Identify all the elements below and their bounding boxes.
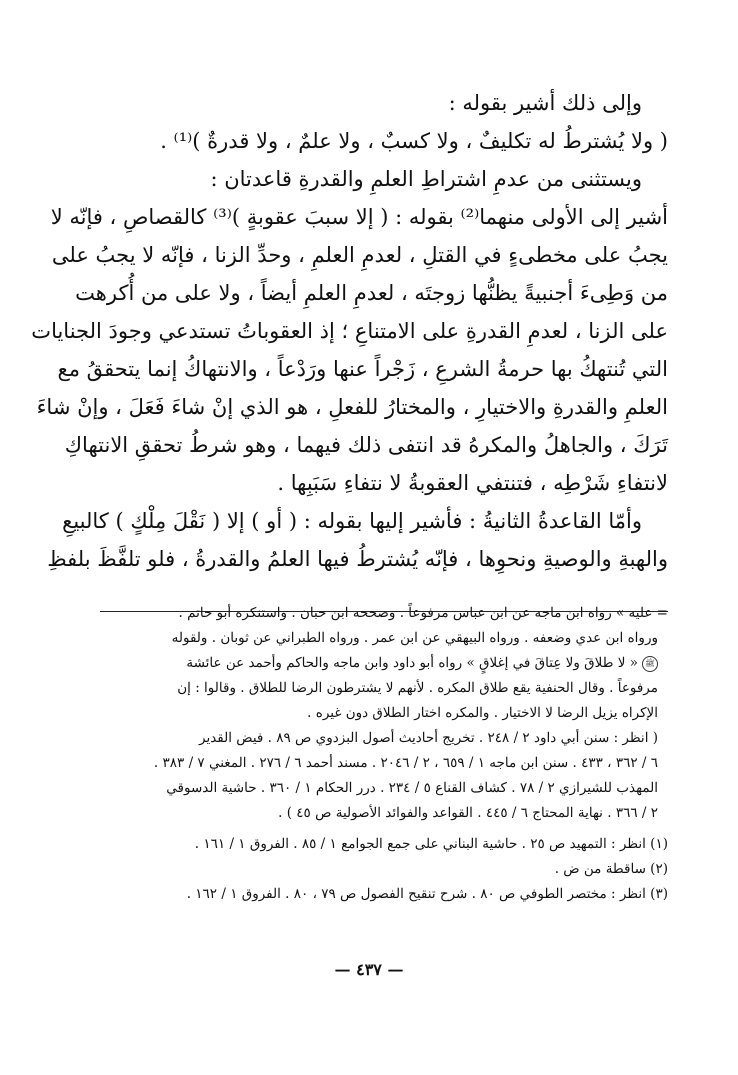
text-line: يجبُ على مخطىءٍ في القتلِ ، لعدمِ العلمِ ، وحدِّ الزنا ، فإنّه لا يجبُ على bbox=[51, 243, 668, 267]
text-line: لانتفاءِ شَرْطِه ، فتنتفي العقوبةُ لا نتفاءِ سَبَبِها . bbox=[277, 471, 668, 495]
footnote-line: ٦ / ٣٦٢ ، ٤٣٣ . سنن ابن ماجه ١ / ٦٥٩ ، ٢ / ٢٠٤٦ . مسند أحمد ٦ / ٢٧٦ . المغني ٧ / ٣٨٣ . bbox=[153, 755, 658, 771]
text-line: وإلى ذلك أشير بقوله : bbox=[448, 91, 642, 115]
text-line: ( ولا يُشترطُ له تكليفٌ ، ولا كسبٌ ، ولا علمٌ ، ولا قدرةٌ )⁽¹⁾ . bbox=[160, 129, 668, 153]
text-line: التي تُنتهكُ بها حرمةُ الشرعِ ، زَجْراً عنها ورَدْعاً ، والانتهاكُ إنما يتحققُ مع bbox=[57, 357, 668, 381]
footnote-line: = عليه » رواه ابن ماجه عن ابن عباس مرفوعاً . وصححه ابن حبان . واستنكره أبو حاتم . bbox=[178, 605, 668, 621]
text-line: ويستثنى من عدمِ اشتراطِ العلمِ والقدرةِ قاعدتان : bbox=[210, 167, 642, 191]
footnote-1: (١) انظر : التمهيد ص ٢٥ . حاشية البناني على جمع الجوامع ١ / ٨٥ . الفروق ١ / ١٦١ . bbox=[194, 836, 668, 852]
footnote-text: « لا طلاقَ ولا عِتاقَ في إغلاقٍ » رواه أبو داود وابن ماجه والحاكم وأحمد عن عائشة bbox=[186, 655, 638, 671]
footnote-3: (٣) انظر : مختصر الطوفي ص ٨٠ . شرح تنقيح الفصول ص ٧٩ ، ٨٠ . الفروق ١ / ١٦٢ . bbox=[186, 886, 668, 902]
text-line: وأمّا القاعدةُ الثانيةُ : فأشير إليها بقوله : ( أو ) إلا ( نَقْلَ مِلْكٍ ) كالبيعِ bbox=[62, 509, 642, 533]
text-line: تَرَكَ ، والجاهلُ والمكرهُ قد انتفى ذلك فيهما ، وهو شرطُ تحققِ الانتهاكِ bbox=[64, 433, 668, 457]
footnote-line: مرفوعاً . وقال الحنفية يقع طلاق المكره . لأنهم لا يشترطون الرضا للطلاق . وقالوا : إن bbox=[177, 680, 658, 696]
footnote-line: ( انظر : سنن أبي داود ٢ / ٢٤٨ . تخريج أحاديث أصول البزدوي ص ٨٩ . فيض القدير bbox=[199, 730, 658, 746]
text-line: أشير إلى الأولى منهما⁽²⁾ بقوله : ( إلا سببَ عقوبةٍ )⁽³⁾ كالقصاصِ ، فإنّه لا bbox=[50, 205, 668, 229]
text-line: العلمِ والقدرةِ والاختيارِ ، والمختارُ للفعلِ ، هو الذي إنْ شاءَ فَعَلَ ، وإنْ شاءَ bbox=[36, 395, 668, 419]
text-line: من وَطِىءَ أجنبيةً يظنُّها زوجتَه ، لعدمِ العلمِ أيضاً ، ولا على من أُكرهت bbox=[75, 281, 668, 305]
footnotes bbox=[100, 601, 668, 907]
text-line: والهبةِ والوصيةِ ونحوِها ، فإنّه يُشترطُ فيها العلمُ والقدرةُ ، فلو تلفَّظَ بلفظِ bbox=[47, 547, 668, 571]
footnote-2: (٢) ساقطة من ض . bbox=[554, 861, 668, 877]
footnote-line: ٢ / ٣٦٦ . نهاية المحتاج ٦ / ٤٤٥ . القواعد والفوائد الأصولية ص ٤٥ ) . bbox=[278, 805, 658, 821]
main-text bbox=[31, 84, 668, 578]
text-line: على الزنا ، لعدمِ القدرةِ على الامتناعِ ؛ إذ العقوباتُ تستدعي وجودَ الجنايات bbox=[31, 319, 668, 343]
footnote-line bbox=[100, 651, 668, 676]
seal-icon: ﷺ bbox=[642, 656, 658, 672]
footnote-line: المهذب للشيرازي ٢ / ٧٨ . كشاف القناع ٥ / ٢٣٤ . درر الحكام ١ / ٣٦٠ . حاشية الدسوقي bbox=[166, 780, 658, 796]
page-number: — ٤٣٧ — bbox=[334, 960, 404, 979]
footnote-line: الإكراه يزيل الرضا لا الاختيار . والمكره اختار الطلاق دون غيره . bbox=[307, 705, 658, 721]
footnote-line: ورواه ابن عدي وضعفه . ورواه البيهقي عن ابن عمر . ورواه الطبراني عن ثوبان . ولقوله bbox=[171, 630, 658, 646]
